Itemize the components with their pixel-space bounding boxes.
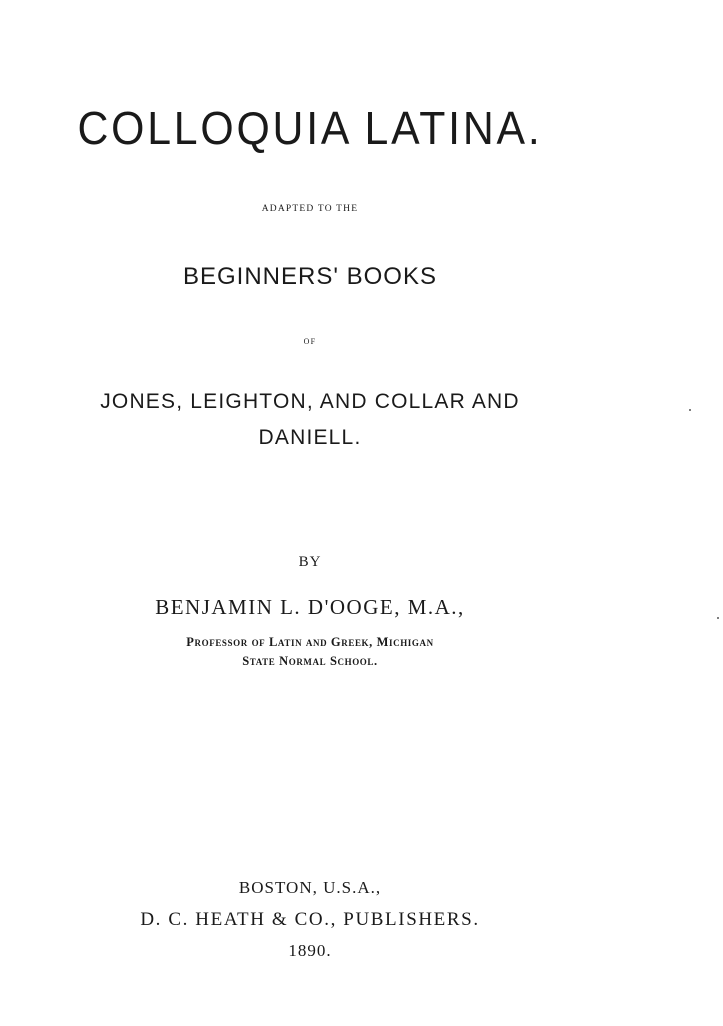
imprint-city: BOSTON, U.S.A., — [238, 878, 382, 897]
imprint-year: 1890. — [288, 941, 332, 960]
author-name: BENJAMIN L. D'OOGE, M.A., — [155, 595, 465, 619]
adapted-to-line: ADAPTED TO THE — [261, 204, 359, 214]
imprint-publisher: D. C. HEATH & CO., PUBLISHERS. — [140, 909, 480, 930]
beginners-books-line: BEGINNERS' BOOKS — [183, 263, 437, 290]
faint-library-stamp — [160, 768, 480, 828]
paper-speck — [689, 409, 691, 411]
authors-line-2: DANIELL. — [258, 426, 362, 449]
book-title: COLLOQUIA LATINA. — [77, 102, 543, 154]
paper-speck — [717, 617, 719, 619]
authors-line-1: JONES, LEIGHTON, AND COLLAR AND — [100, 390, 520, 413]
of-line: OF — [303, 337, 317, 346]
author-title-line-1: Professor of Latin and Greek, Michigan — [186, 635, 434, 649]
by-line: BY — [298, 554, 322, 570]
author-title-line-2: State Normal School. — [242, 654, 378, 668]
